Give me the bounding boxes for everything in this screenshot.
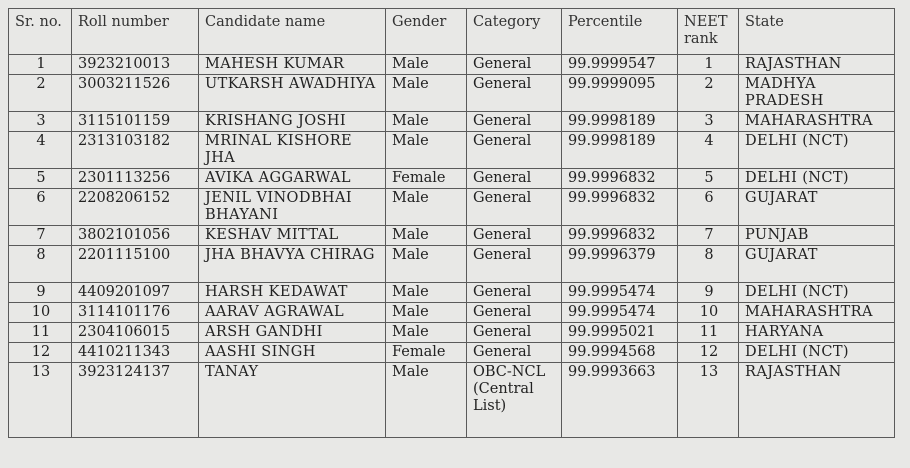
table-row xyxy=(9,343,895,363)
cell-roll-number: 3114101176 xyxy=(72,303,199,323)
cell-state: MAHARASHTRA xyxy=(739,303,895,323)
cell-sr-no: 6 xyxy=(9,189,72,226)
cell-roll-number: 2313103182 xyxy=(72,132,199,169)
cell-sr-no: 8 xyxy=(9,246,72,283)
cell-neet-rank: 10 xyxy=(678,303,739,323)
cell-category: General xyxy=(467,132,562,169)
cell-percentile: 99.9996379 xyxy=(562,246,678,283)
cell-candidate-name: TANAY xyxy=(199,363,386,438)
cell-percentile: 99.9994568 xyxy=(562,343,678,363)
cell-sr-no: 7 xyxy=(9,226,72,246)
table-row xyxy=(9,283,895,303)
cell-roll-number: 2304106015 xyxy=(72,323,199,343)
cell-neet-rank: 5 xyxy=(678,169,739,189)
cell-category: General xyxy=(467,283,562,303)
cell-candidate-name: AASHI SINGH xyxy=(199,343,386,363)
cell-sr-no: 1 xyxy=(9,55,72,75)
header-sr-no: Sr. no. xyxy=(9,9,72,55)
cell-sr-no: 11 xyxy=(9,323,72,343)
cell-category: General xyxy=(467,189,562,226)
cell-percentile: 99.9993663 xyxy=(562,363,678,438)
cell-roll-number: 3003211526 xyxy=(72,75,199,112)
cell-state: RAJASTHAN xyxy=(739,55,895,75)
cell-category: General xyxy=(467,226,562,246)
cell-category: General xyxy=(467,75,562,112)
table-body xyxy=(9,55,895,438)
results-table xyxy=(8,8,895,438)
cell-candidate-name: ARSH GANDHI xyxy=(199,323,386,343)
cell-neet-rank: 11 xyxy=(678,323,739,343)
cell-candidate-name: UTKARSH AWADHIYA xyxy=(199,75,386,112)
header-category: Category xyxy=(467,9,562,55)
cell-state: PUNJAB xyxy=(739,226,895,246)
table-row xyxy=(9,303,895,323)
cell-percentile: 99.9996832 xyxy=(562,226,678,246)
table-row xyxy=(9,363,895,438)
cell-state: DELHI (NCT) xyxy=(739,132,895,169)
cell-category: General xyxy=(467,112,562,132)
cell-percentile: 99.9999547 xyxy=(562,55,678,75)
header-candidate-name: Candidate name xyxy=(199,9,386,55)
cell-neet-rank: 3 xyxy=(678,112,739,132)
cell-candidate-name: JENIL VINODBHAI BHAYANI xyxy=(199,189,386,226)
cell-gender: Female xyxy=(386,343,467,363)
cell-sr-no: 3 xyxy=(9,112,72,132)
cell-gender: Male xyxy=(386,75,467,112)
table-row xyxy=(9,112,895,132)
cell-neet-rank: 8 xyxy=(678,246,739,283)
cell-sr-no: 10 xyxy=(9,303,72,323)
table-header-row xyxy=(9,9,895,55)
table-row xyxy=(9,323,895,343)
cell-gender: Male xyxy=(386,189,467,226)
cell-category: General xyxy=(467,343,562,363)
cell-state: DELHI (NCT) xyxy=(739,283,895,303)
table-row xyxy=(9,226,895,246)
cell-state: DELHI (NCT) xyxy=(739,169,895,189)
cell-neet-rank: 6 xyxy=(678,189,739,226)
cell-sr-no: 13 xyxy=(9,363,72,438)
cell-candidate-name: MRINAL KISHORE JHA xyxy=(199,132,386,169)
cell-percentile: 99.9995474 xyxy=(562,283,678,303)
table-row xyxy=(9,189,895,226)
header-percentile: Percentile xyxy=(562,9,678,55)
cell-neet-rank: 13 xyxy=(678,363,739,438)
cell-percentile: 99.9996832 xyxy=(562,169,678,189)
header-gender: Gender xyxy=(386,9,467,55)
cell-roll-number: 3923124137 xyxy=(72,363,199,438)
cell-state: HARYANA xyxy=(739,323,895,343)
header-roll-number: Roll number xyxy=(72,9,199,55)
cell-roll-number: 2208206152 xyxy=(72,189,199,226)
header-neet-rank: NEET rank xyxy=(678,9,739,55)
cell-percentile: 99.9996832 xyxy=(562,189,678,226)
cell-category: General xyxy=(467,55,562,75)
cell-state: MAHARASHTRA xyxy=(739,112,895,132)
cell-category: General xyxy=(467,303,562,323)
cell-category: General xyxy=(467,246,562,283)
cell-category: General xyxy=(467,323,562,343)
cell-percentile: 99.9998189 xyxy=(562,132,678,169)
cell-candidate-name: MAHESH KUMAR xyxy=(199,55,386,75)
cell-candidate-name: AVIKA AGGARWAL xyxy=(199,169,386,189)
cell-neet-rank: 1 xyxy=(678,55,739,75)
cell-candidate-name: KESHAV MITTAL xyxy=(199,226,386,246)
cell-sr-no: 4 xyxy=(9,132,72,169)
cell-category: General xyxy=(467,169,562,189)
table-row xyxy=(9,169,895,189)
header-state: State xyxy=(739,9,895,55)
cell-sr-no: 5 xyxy=(9,169,72,189)
cell-category: OBC-NCL (Central List) xyxy=(467,363,562,438)
cell-candidate-name: AARAV AGRAWAL xyxy=(199,303,386,323)
cell-sr-no: 12 xyxy=(9,343,72,363)
table-row xyxy=(9,55,895,75)
table-row xyxy=(9,75,895,112)
cell-neet-rank: 9 xyxy=(678,283,739,303)
cell-state: DELHI (NCT) xyxy=(739,343,895,363)
cell-candidate-name: HARSH KEDAWAT xyxy=(199,283,386,303)
table-row xyxy=(9,246,895,283)
cell-percentile: 99.9995474 xyxy=(562,303,678,323)
cell-roll-number: 4410211343 xyxy=(72,343,199,363)
cell-percentile: 99.9998189 xyxy=(562,112,678,132)
cell-gender: Male xyxy=(386,112,467,132)
cell-neet-rank: 7 xyxy=(678,226,739,246)
cell-gender: Male xyxy=(386,303,467,323)
cell-state: GUJARAT xyxy=(739,189,895,226)
cell-roll-number: 3115101159 xyxy=(72,112,199,132)
cell-gender: Male xyxy=(386,283,467,303)
cell-sr-no: 2 xyxy=(9,75,72,112)
cell-roll-number: 2201115100 xyxy=(72,246,199,283)
cell-roll-number: 3802101056 xyxy=(72,226,199,246)
cell-neet-rank: 4 xyxy=(678,132,739,169)
cell-gender: Male xyxy=(386,323,467,343)
cell-percentile: 99.9999095 xyxy=(562,75,678,112)
cell-candidate-name: KRISHANG JOSHI xyxy=(199,112,386,132)
cell-roll-number: 2301113256 xyxy=(72,169,199,189)
cell-neet-rank: 12 xyxy=(678,343,739,363)
cell-candidate-name: JHA BHAVYA CHIRAG xyxy=(199,246,386,283)
cell-neet-rank: 2 xyxy=(678,75,739,112)
cell-gender: Male xyxy=(386,363,467,438)
cell-gender: Male xyxy=(386,246,467,283)
cell-sr-no: 9 xyxy=(9,283,72,303)
cell-state: RAJASTHAN xyxy=(739,363,895,438)
cell-state: MADHYA PRADESH xyxy=(739,75,895,112)
cell-roll-number: 4409201097 xyxy=(72,283,199,303)
cell-state: GUJARAT xyxy=(739,246,895,283)
cell-roll-number: 3923210013 xyxy=(72,55,199,75)
cell-gender: Male xyxy=(386,55,467,75)
cell-gender: Male xyxy=(386,226,467,246)
table-row xyxy=(9,132,895,169)
cell-percentile: 99.9995021 xyxy=(562,323,678,343)
cell-gender: Female xyxy=(386,169,467,189)
cell-gender: Male xyxy=(386,132,467,169)
